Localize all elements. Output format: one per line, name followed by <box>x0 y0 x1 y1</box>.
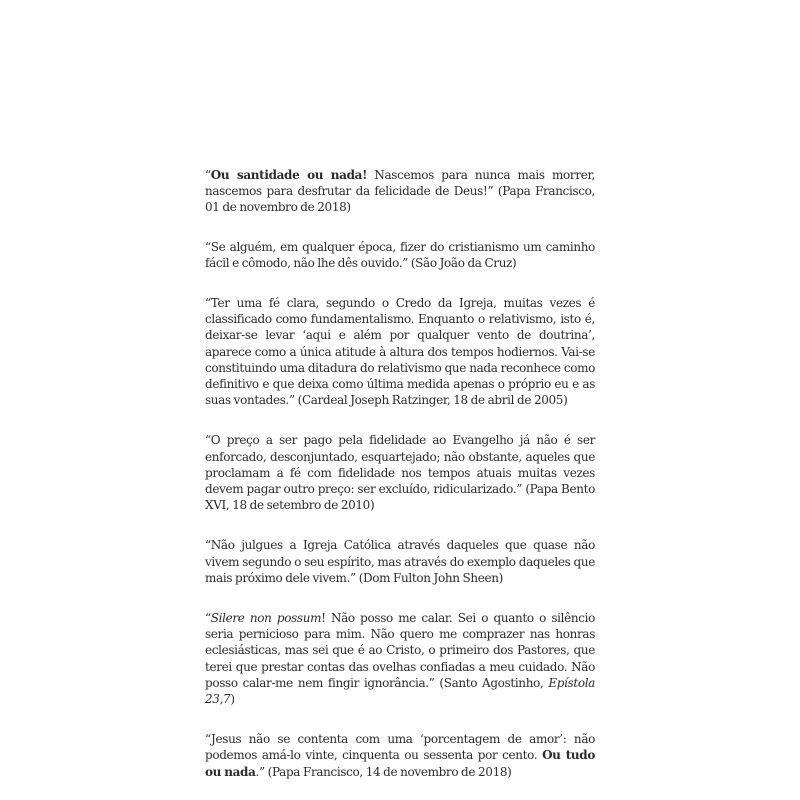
quotes-column <box>205 167 595 780</box>
quote-text: Nascemos para nunca mais morrer, nascemos para desfrutar da felicidade de Deus!” (Papa Francisco, 01 de novembro de 2018) <box>205 168 595 215</box>
quote-paragraph <box>205 167 595 216</box>
quote-emphasis: Ou santidade ou nada! <box>210 168 367 182</box>
quote-paragraph <box>205 295 595 408</box>
quote-text: ! Não posso me calar. Sei o quanto o silêncio seria pernicioso para mim. Não quero me comprazer nas honras eclesiásticas, mas sei que é ao Cristo, o primeiro dos Pastores, que terei que prestar contas das ovelhas confiadas a meu cuidado. Não posso calar-me nem fingir ignorância.” (Santo Agostinho, <box>205 611 595 690</box>
quote-text: “Jesus não se contenta com uma ‘porcentagem de amor’: não podemos amá-lo vinte, cinquenta ou sessenta por cento. <box>205 732 595 763</box>
quote-text: “Se alguém, em qualquer época, fizer do cristianismo um caminho fácil e cômodo, não lhe dês ouvido.” (São João da Cruz) <box>205 239 595 270</box>
quote-paragraph <box>205 432 595 513</box>
quote-text: “Não julgues a Igreja Católica através daqueles que quase não vivem segundo o seu espírito, mas através do exemplo daqueles que mais próximo dele vivem.” (Dom Fulton John Sheen) <box>205 538 595 585</box>
quote-source-title: Epístola 23,7 <box>205 675 595 707</box>
quote-paragraph <box>205 731 595 780</box>
quote-tail: ) <box>230 692 235 707</box>
quote-text: “O preço a ser pago pela fidelidade ao Evangelho já não é ser enforcado, desconjuntado, esquartejado; não obstante, aqueles que proclamam a fé com fidelidade nos tempos atuais muitas vezes devem pagar outro preço: ser excluído, ridicularizado.” (Papa Bento XVI, 18 de setembro de 2010) <box>205 433 595 513</box>
quote-emphasis: Ou tudo ou nada <box>205 748 595 779</box>
quote-paragraph <box>205 239 595 271</box>
quote-latin-phrase: Silere non possum <box>210 611 322 626</box>
quote-paragraph <box>205 610 595 707</box>
quote-open-mark: “ <box>205 168 211 182</box>
quote-open-mark: “ <box>205 611 211 626</box>
quote-text: “Ter uma fé clara, segundo o Credo da Igreja, muitas vezes é classificado como fundamentalismo. Enquanto o relativismo, isto é, deixar-se levar ‘aqui e além por qualquer vento de doutrina’, aparece como a única atitude à altura dos tempos hodiernos. Vai-se constituindo uma ditadura do relativismo que nada reconhece como definitivo e que deixa como última medida apenas o próprio eu e as suas vontades.” (Cardeal Joseph Ratzinger, 18 de abril de 2005) <box>205 296 595 408</box>
quote-tail: .” (Papa Francisco, 14 de novembro de 2018) <box>255 764 512 779</box>
quote-paragraph <box>205 537 595 586</box>
